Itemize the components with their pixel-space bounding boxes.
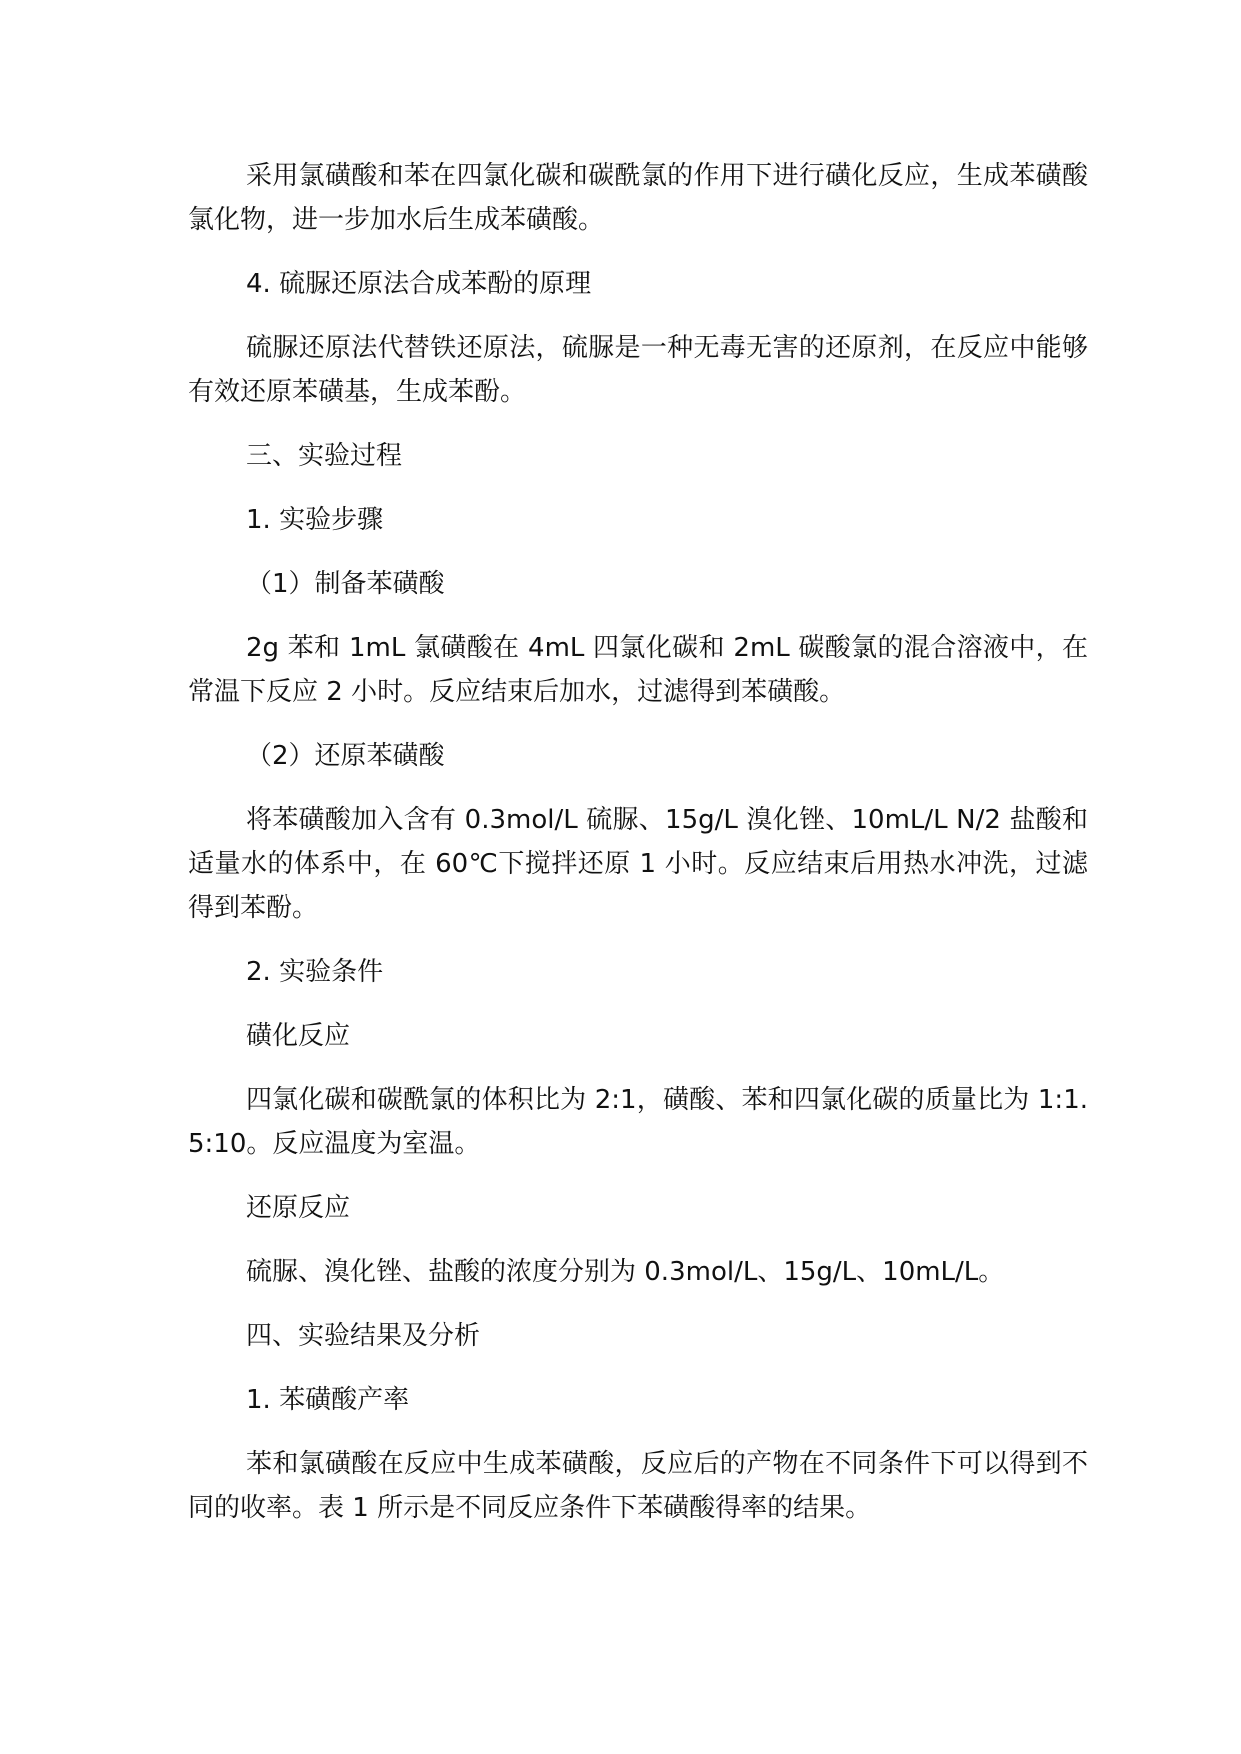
step-heading-prepare-benzenesulfonic-acid: （1）制备苯磺酸 [246, 569, 445, 599]
subheading-thiourea-principle: 4. 硫脲还原法合成苯酚的原理 [246, 269, 592, 299]
paragraph-sulfonation-conditions: 四氯化碳和碳酰氯的体积比为 2:1，磺酸、苯和四氯化碳的质量比为 1:1.5:10。反应温度为室温。 [188, 1085, 1088, 1159]
paragraph-sulfonation-intro: 采用氯磺酸和苯在四氯化碳和碳酰氯的作用下进行磺化反应，生成苯磺酸氯化物，进一步加水后生成苯磺酸。 [188, 161, 1088, 235]
subheading-benzenesulfonic-yield: 1. 苯磺酸产率 [246, 1385, 410, 1415]
paragraph-prepare-benzenesulfonic-acid: 2g 苯和 1mL 氯磺酸在 4mL 四氯化碳和 2mL 碳酸氯的混合溶液中，在常温下反应 2 小时。反应结束后加水，过滤得到苯磺酸。 [188, 633, 1088, 707]
paragraph-reduction-conditions: 硫脲、溴化锉、盐酸的浓度分别为 0.3mol/L、15g/L、10mL/L。 [246, 1257, 1005, 1287]
section-heading-results-analysis: 四、实验结果及分析 [246, 1321, 481, 1351]
paragraph-benzenesulfonic-yield: 苯和氯磺酸在反应中生成苯磺酸，反应后的产物在不同条件下可以得到不同的收率。表 1 所示是不同反应条件下苯磺酸得率的结果。 [188, 1449, 1088, 1523]
condition-heading-sulfonation: 磺化反应 [246, 1021, 351, 1051]
condition-heading-reduction: 还原反应 [246, 1193, 351, 1223]
document-body [188, 154, 1088, 1550]
paragraph-reduce-benzenesulfonic-acid: 将苯磺酸加入含有 0.3mol/L 硫脲、15g/L 溴化锉、10mL/L N/2 盐酸和适量水的体系中，在 60℃下搅拌还原 1 小时。反应结束后用热水冲洗，过滤得到苯酚。 [188, 805, 1088, 923]
step-heading-reduce-benzenesulfonic-acid: （2）还原苯磺酸 [246, 741, 445, 771]
subheading-experiment-steps: 1. 实验步骤 [246, 505, 384, 535]
subheading-experiment-conditions: 2. 实验条件 [246, 957, 384, 987]
section-heading-experiment-process: 三、实验过程 [246, 441, 403, 471]
paragraph-thiourea-principle: 硫脲还原法代替铁还原法，硫脲是一种无毒无害的还原剂，在反应中能够有效还原苯磺基，生成苯酚。 [188, 333, 1088, 407]
